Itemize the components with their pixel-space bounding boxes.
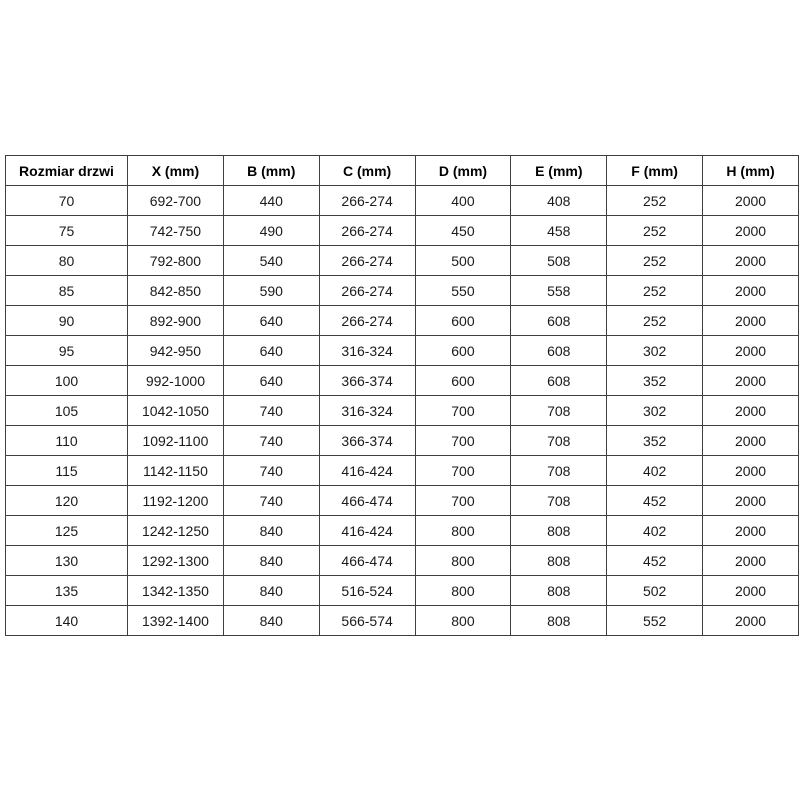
table-cell: 266-274 (319, 276, 415, 306)
table-cell: 266-274 (319, 246, 415, 276)
table-cell: 2000 (703, 516, 799, 546)
column-header: X (mm) (128, 156, 224, 186)
table-cell: 266-274 (319, 186, 415, 216)
table-cell: 842-850 (128, 276, 224, 306)
table-cell: 808 (511, 516, 607, 546)
table-row (6, 276, 799, 306)
row-size-cell: 70 (6, 186, 128, 216)
table-cell: 700 (415, 456, 511, 486)
table-cell: 700 (415, 486, 511, 516)
row-size-cell: 125 (6, 516, 128, 546)
table-cell: 266-274 (319, 306, 415, 336)
table-cell: 352 (607, 366, 703, 396)
table-cell: 2000 (703, 546, 799, 576)
table-cell: 2000 (703, 456, 799, 486)
table-row (6, 336, 799, 366)
table-cell: 840 (223, 606, 319, 636)
table-cell: 1192-1200 (128, 486, 224, 516)
column-header: F (mm) (607, 156, 703, 186)
table-cell: 640 (223, 336, 319, 366)
table-cell: 740 (223, 396, 319, 426)
table-row (6, 426, 799, 456)
row-size-cell: 105 (6, 396, 128, 426)
table-row (6, 216, 799, 246)
table-cell: 1142-1150 (128, 456, 224, 486)
table-cell: 552 (607, 606, 703, 636)
table-cell: 2000 (703, 486, 799, 516)
table-cell: 700 (415, 396, 511, 426)
row-size-cell: 135 (6, 576, 128, 606)
table-cell: 1042-1050 (128, 396, 224, 426)
row-size-cell: 75 (6, 216, 128, 246)
table-cell: 252 (607, 306, 703, 336)
table-cell: 740 (223, 486, 319, 516)
table-cell: 1292-1300 (128, 546, 224, 576)
table-cell: 2000 (703, 366, 799, 396)
table-cell: 408 (511, 186, 607, 216)
table-cell: 708 (511, 426, 607, 456)
table-cell: 942-950 (128, 336, 224, 366)
table-row (6, 576, 799, 606)
table-cell: 892-900 (128, 306, 224, 336)
table-cell: 2000 (703, 216, 799, 246)
table-cell: 252 (607, 246, 703, 276)
door-size-table-container (5, 155, 799, 636)
table-cell: 2000 (703, 426, 799, 456)
table-cell: 1092-1100 (128, 426, 224, 456)
table-cell: 600 (415, 366, 511, 396)
table-cell: 366-374 (319, 426, 415, 456)
table-cell: 302 (607, 336, 703, 366)
table-cell: 740 (223, 456, 319, 486)
row-size-cell: 100 (6, 366, 128, 396)
column-header: Rozmiar drzwi (6, 156, 128, 186)
table-cell: 992-1000 (128, 366, 224, 396)
table-row (6, 516, 799, 546)
table-row (6, 186, 799, 216)
table-cell: 566-574 (319, 606, 415, 636)
table-head (6, 156, 799, 186)
table-cell: 590 (223, 276, 319, 306)
table-cell: 800 (415, 576, 511, 606)
table-cell: 252 (607, 276, 703, 306)
column-header: H (mm) (703, 156, 799, 186)
row-size-cell: 80 (6, 246, 128, 276)
table-row (6, 306, 799, 336)
table-cell: 402 (607, 456, 703, 486)
table-cell: 640 (223, 306, 319, 336)
table-cell: 402 (607, 516, 703, 546)
table-cell: 316-324 (319, 396, 415, 426)
table-cell: 500 (415, 246, 511, 276)
table-cell: 808 (511, 546, 607, 576)
table-cell: 2000 (703, 306, 799, 336)
table-cell: 608 (511, 366, 607, 396)
table-cell: 608 (511, 336, 607, 366)
table-cell: 800 (415, 606, 511, 636)
header-row (6, 156, 799, 186)
table-cell: 840 (223, 516, 319, 546)
table-cell: 416-424 (319, 456, 415, 486)
table-cell: 600 (415, 306, 511, 336)
column-header: B (mm) (223, 156, 319, 186)
table-cell: 700 (415, 426, 511, 456)
table-cell: 740 (223, 426, 319, 456)
table-cell: 252 (607, 186, 703, 216)
table-cell: 540 (223, 246, 319, 276)
row-size-cell: 90 (6, 306, 128, 336)
table-cell: 692-700 (128, 186, 224, 216)
column-header: C (mm) (319, 156, 415, 186)
table-cell: 840 (223, 546, 319, 576)
row-size-cell: 115 (6, 456, 128, 486)
table-cell: 1342-1350 (128, 576, 224, 606)
table-row (6, 456, 799, 486)
row-size-cell: 130 (6, 546, 128, 576)
row-size-cell: 110 (6, 426, 128, 456)
table-cell: 2000 (703, 186, 799, 216)
table-cell: 516-524 (319, 576, 415, 606)
table-cell: 490 (223, 216, 319, 246)
table-cell: 1242-1250 (128, 516, 224, 546)
table-body (6, 186, 799, 636)
table-cell: 1392-1400 (128, 606, 224, 636)
table-row (6, 366, 799, 396)
table-cell: 2000 (703, 606, 799, 636)
table-cell: 840 (223, 576, 319, 606)
table-cell: 558 (511, 276, 607, 306)
table-row (6, 486, 799, 516)
table-row (6, 546, 799, 576)
table-cell: 600 (415, 336, 511, 366)
table-cell: 366-374 (319, 366, 415, 396)
row-size-cell: 85 (6, 276, 128, 306)
table-cell: 800 (415, 516, 511, 546)
table-cell: 2000 (703, 336, 799, 366)
table-cell: 466-474 (319, 486, 415, 516)
table-cell: 466-474 (319, 546, 415, 576)
table-cell: 450 (415, 216, 511, 246)
table-cell: 416-424 (319, 516, 415, 546)
table-cell: 2000 (703, 246, 799, 276)
table-cell: 708 (511, 396, 607, 426)
row-size-cell: 95 (6, 336, 128, 366)
table-cell: 400 (415, 186, 511, 216)
table-cell: 316-324 (319, 336, 415, 366)
table-cell: 800 (415, 546, 511, 576)
table-cell: 742-750 (128, 216, 224, 246)
table-cell: 2000 (703, 276, 799, 306)
column-header: D (mm) (415, 156, 511, 186)
table-cell: 458 (511, 216, 607, 246)
table-row (6, 246, 799, 276)
table-cell: 2000 (703, 576, 799, 606)
table-cell: 302 (607, 396, 703, 426)
table-cell: 502 (607, 576, 703, 606)
table-row (6, 606, 799, 636)
table-cell: 508 (511, 246, 607, 276)
table-cell: 708 (511, 456, 607, 486)
table-row (6, 396, 799, 426)
table-cell: 550 (415, 276, 511, 306)
column-header: E (mm) (511, 156, 607, 186)
table-cell: 808 (511, 576, 607, 606)
table-cell: 792-800 (128, 246, 224, 276)
table-cell: 708 (511, 486, 607, 516)
door-size-table (5, 155, 799, 636)
table-cell: 452 (607, 486, 703, 516)
row-size-cell: 140 (6, 606, 128, 636)
table-cell: 352 (607, 426, 703, 456)
table-cell: 808 (511, 606, 607, 636)
table-cell: 640 (223, 366, 319, 396)
row-size-cell: 120 (6, 486, 128, 516)
table-cell: 440 (223, 186, 319, 216)
table-cell: 266-274 (319, 216, 415, 246)
table-cell: 452 (607, 546, 703, 576)
table-cell: 2000 (703, 396, 799, 426)
table-cell: 252 (607, 216, 703, 246)
table-cell: 608 (511, 306, 607, 336)
